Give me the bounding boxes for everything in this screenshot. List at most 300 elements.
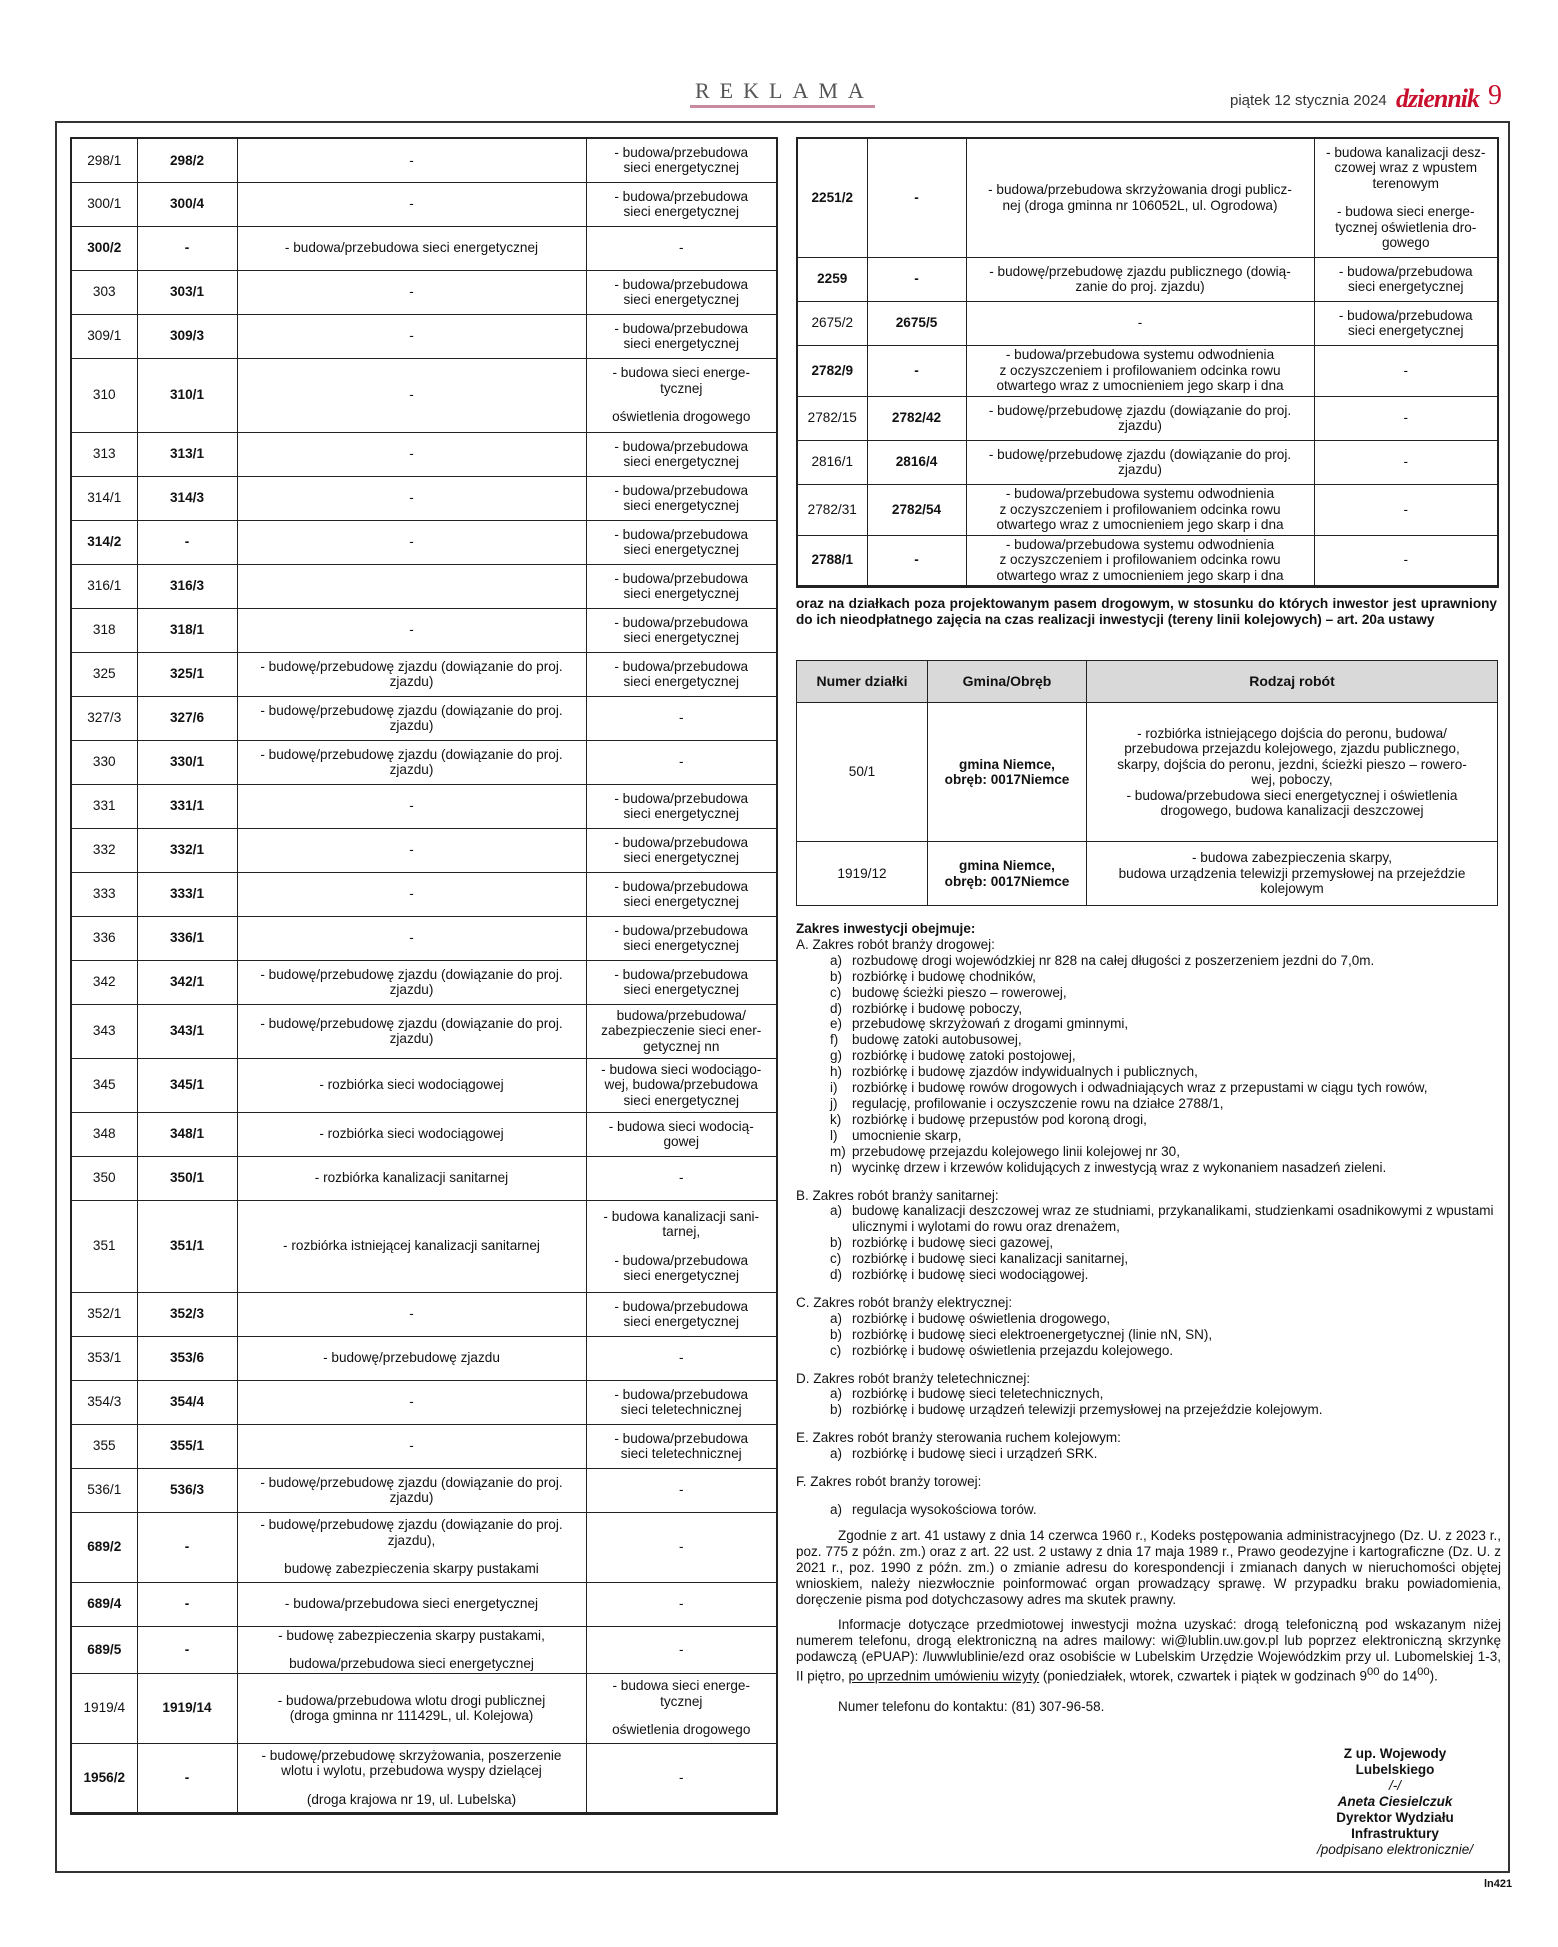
cell-line: -	[409, 1438, 414, 1454]
road-works	[966, 535, 1314, 586]
old-parcel-number: 1956/2	[71, 1743, 137, 1813]
list-item-text: rozbiórkę i budowę oświetlenia przejazdu kolejowego.	[852, 1342, 1174, 1358]
cell-line: -	[678, 754, 684, 770]
cell-line: - budowa/przebudowa	[614, 482, 749, 498]
list-item-text: rozbiórkę i budowę sieci gazowej,	[852, 1235, 1054, 1251]
cell-line: sieci energetycznej	[623, 982, 740, 997]
cell-line: -	[409, 886, 414, 902]
list-item-letter: l)	[830, 1127, 838, 1143]
cell-line: zjazdu)	[389, 762, 434, 777]
utility-works	[586, 138, 777, 182]
cell-line: -	[678, 1641, 684, 1657]
cell-line: -	[678, 1482, 684, 1498]
old-parcel-number: 2251/2	[797, 138, 867, 257]
list-item	[830, 1502, 1501, 1518]
utility-works	[586, 1424, 777, 1468]
new-parcel-number: 355/1	[137, 1424, 237, 1468]
list-item	[830, 1251, 1501, 1267]
cell-line: -	[409, 328, 414, 344]
cell-line: tycznej	[660, 1693, 703, 1709]
utility-works	[586, 564, 777, 608]
contact-text: Informacje dotyczące przedmiotowej inwestycji można uzyskać: drogą telefoniczną pod wskazanym niżej numerem telefonu, drogą elektroniczną na adres mailowy: wi@lublin.uw.gov.pl lub poprzez elektroniczną skrzynkę podawczą (ePUAP): /luwwlublinie/ezd oraz osobiście w Lubelskim Urzędzie Wojewódzkim przy ul. Lubomelskiej 1-3, II piętro,	[796, 1617, 1501, 1684]
list-item	[830, 953, 1501, 969]
new-parcel-number: -	[137, 226, 237, 270]
cell-line: - budowę/przebudowę zjazdu	[323, 1350, 500, 1366]
cell-line	[1319, 191, 1494, 204]
cell-line: zjazdu)	[389, 674, 434, 689]
new-parcel-number: 318/1	[137, 608, 237, 652]
cell-line: - budowę/przebudowę zjazdu publicznego (dowią-	[989, 263, 1291, 279]
cell-line: terenowym	[1372, 175, 1439, 191]
road-works	[237, 476, 586, 520]
list-item	[830, 1267, 1501, 1283]
table-row	[71, 1424, 777, 1468]
old-parcel-number: 336	[71, 916, 137, 960]
table-row	[71, 1112, 777, 1156]
new-parcel-number: -	[137, 1582, 237, 1626]
page-number: 9	[1488, 80, 1502, 111]
old-parcel-number: 298/1	[71, 138, 137, 182]
cell-line: gowej	[663, 1134, 700, 1149]
cell-line: kolejowym	[1260, 881, 1324, 897]
road-works	[237, 1200, 586, 1292]
cell-line: - budowa/przebudowa systemu odwodnienia	[1005, 347, 1275, 363]
cell-line: -	[409, 622, 414, 638]
cell-line: - budowę/przebudowę zjazdu (dowiązanie do proj.	[988, 402, 1292, 418]
utility-works	[1314, 535, 1498, 586]
list-item-letter: h)	[830, 1064, 843, 1080]
old-parcel-number: 2259	[797, 257, 867, 301]
utility-works	[586, 1336, 777, 1380]
list-item-text: rozbiórkę i budowę urządzeń telewizji przemysłowej na przejeździe kolejowym.	[852, 1402, 1323, 1418]
cell-line: czowej wraz z wpustem	[1334, 160, 1478, 176]
list-item-letter: a)	[830, 1502, 843, 1517]
list-item-letter: k)	[830, 1111, 842, 1127]
list-item-text: rozbiórkę i budowę przepustów pod koroną drogi,	[852, 1111, 1147, 1127]
utility-works	[1314, 396, 1498, 440]
old-parcel-number: 316/1	[71, 564, 137, 608]
old-parcel-number: 342	[71, 960, 137, 1004]
list-item-letter: b)	[830, 968, 843, 984]
contact-paragraph	[796, 1617, 1501, 1684]
cell-line: - budowa/przebudowa	[614, 144, 749, 160]
old-parcel-number: 2816/1	[797, 440, 867, 484]
cell-line: -	[678, 240, 684, 256]
ad-code: ln421	[1484, 1878, 1513, 1890]
utility-works	[586, 1673, 777, 1743]
road-works	[966, 301, 1314, 345]
signatory-role2: Infrastruktury	[1351, 1826, 1439, 1841]
new-parcel-number: 333/1	[137, 872, 237, 916]
utility-works	[586, 1512, 777, 1582]
cell-line: - budowa sieci energe-	[1336, 204, 1475, 220]
table-row	[71, 828, 777, 872]
cell-line: otwartego wraz z umocnieniem jego skarp i dna	[996, 378, 1284, 394]
cell-line: - budowa kanalizacji desz-	[1326, 144, 1486, 160]
cell-line: - budowa/przebudowa	[614, 526, 749, 542]
cell-line: - budowę/przebudowę zjazdu (dowiązanie do proj.	[260, 1015, 563, 1031]
cell-line: -	[678, 710, 684, 726]
cell-line: zjazdu)	[389, 1031, 434, 1046]
cell-line: wej, budowa/przebudowa	[604, 1077, 758, 1093]
cell-line: - budowę/przebudowę zjazdu (dowiązanie do proj.	[260, 966, 563, 982]
road-works	[966, 440, 1314, 484]
cell-line: przebudowa przejazdu kolejowego, zjazdu publicznego,	[1124, 741, 1460, 756]
utility-works	[586, 314, 777, 358]
list-item	[830, 969, 1501, 985]
old-parcel-number: 330	[71, 740, 137, 784]
cell-line: -	[409, 1306, 414, 1322]
old-parcel-number: 300/2	[71, 226, 137, 270]
road-works	[966, 396, 1314, 440]
cell-line: budowa/przebudowa sieci energetycznej	[289, 1656, 534, 1671]
road-works	[237, 1058, 586, 1112]
scope-section-heading: E. Zakres robót branży sterowania ruchem kolejowym:	[796, 1430, 1121, 1446]
scope-section-heading: B. Zakres robót branży sanitarnej:	[796, 1187, 999, 1203]
cell-line: sieci energetycznej	[623, 1092, 740, 1108]
road-works	[237, 872, 586, 916]
table-row	[71, 1336, 777, 1380]
table-row	[71, 784, 777, 828]
road-works	[237, 1380, 586, 1424]
old-parcel-number: 327/3	[71, 696, 137, 740]
cell-line: -	[409, 798, 414, 814]
cell-line: - budowę/przebudowę zjazdu (dowiązanie do proj.	[260, 658, 563, 674]
old-parcel-number: 2788/1	[797, 535, 867, 586]
cell-line: (droga gminna nr 111429L, ul. Kolejowa)	[289, 1708, 534, 1723]
table-row	[71, 1468, 777, 1512]
cell-line: -	[1403, 410, 1409, 426]
cell-line: sieci energetycznej	[623, 1314, 740, 1329]
cell-line: - budowa/przebudowa	[614, 1386, 749, 1402]
cell-line: - budowę/przebudowę zjazdu (dowiązanie do proj.	[260, 746, 563, 762]
new-parcel-number: 342/1	[137, 960, 237, 1004]
cell-line: tycznej	[660, 380, 703, 396]
contact-hours: (poniedziałek, wtorek, czwartek i piątek w godzinach 9	[1039, 1668, 1368, 1684]
new-parcel-number: 353/6	[137, 1336, 237, 1380]
list-item-letter: d)	[830, 1267, 843, 1283]
cell-line	[591, 396, 773, 409]
table-row	[797, 440, 1498, 484]
list-item	[830, 985, 1501, 1001]
utility-works	[586, 1058, 777, 1112]
signature-note: /podpisano elektronicznie/	[1316, 1842, 1474, 1857]
utility-works	[586, 784, 777, 828]
road-works	[237, 696, 586, 740]
list-item-text: rozbiórkę i budowę chodników,	[852, 968, 1036, 984]
table-row	[797, 484, 1498, 535]
new-parcel-number: 316/3	[137, 564, 237, 608]
old-parcel-number: 350	[71, 1156, 137, 1200]
road-works	[966, 138, 1314, 257]
signatory-role1: Dyrektor Wydziału	[1336, 1810, 1454, 1825]
utility-works	[586, 696, 777, 740]
new-parcel-number: 336/1	[137, 916, 237, 960]
list-item-letter: g)	[830, 1048, 843, 1064]
old-parcel-number: 689/2	[71, 1512, 137, 1582]
old-parcel-number: 333	[71, 872, 137, 916]
list-item	[830, 1016, 1501, 1032]
utility-works	[586, 1582, 777, 1626]
cell-line: -	[1403, 454, 1409, 470]
plot-number: 50/1	[797, 703, 928, 842]
road-works	[966, 257, 1314, 301]
new-parcel-number: 348/1	[137, 1112, 237, 1156]
list-item-letter: c)	[830, 984, 842, 1000]
list-item-letter: c)	[830, 1342, 842, 1358]
cell-line: zjazdu)	[389, 718, 434, 733]
header-plot-number: Numer działki	[797, 661, 928, 703]
table-row	[71, 1292, 777, 1336]
road-works	[237, 226, 586, 270]
old-parcel-number: 314/1	[71, 476, 137, 520]
list-item-text: budowę ścieżki pieszo – rowerowej,	[852, 984, 1067, 1000]
road-works	[966, 484, 1314, 535]
cell-line: - budowa/przebudowa sieci energetycznej	[284, 240, 539, 256]
list-item-letter: a)	[830, 952, 843, 968]
road-works	[237, 358, 586, 432]
list-item	[830, 1001, 1501, 1017]
cell-line: - budowa/przebudowa systemu odwodnienia	[1005, 536, 1275, 552]
cell-line: - budowę/przebudowę zjazdu (dowiązanie do proj.	[988, 446, 1292, 462]
road-works	[237, 1424, 586, 1468]
cell-line: sieci energetycznej	[623, 938, 740, 953]
contact-hours-to: do 14	[1379, 1668, 1418, 1684]
cell-line: drogowego, budowa kanalizacji deszczowej	[1160, 803, 1424, 818]
list-item	[830, 1096, 1501, 1112]
cell-line: sieci energetycznej	[623, 498, 740, 513]
utility-works	[586, 520, 777, 564]
list-item-text: umocnienie skarp,	[852, 1127, 962, 1143]
cell-line: oświetlenia drogowego	[612, 409, 751, 425]
cell-line: sieci energetycznej	[1347, 279, 1464, 294]
new-parcel-number: 351/1	[137, 1200, 237, 1292]
old-parcel-number: 353/1	[71, 1336, 137, 1380]
road-works	[237, 652, 586, 696]
new-parcel-number: 2675/5	[867, 301, 966, 345]
cell-line: sieci energetycznej	[623, 542, 740, 557]
road-works	[237, 740, 586, 784]
contact-phone: Numer telefonu do kontaktu: (81) 307-96-58.	[838, 1698, 1105, 1714]
list-item	[830, 1402, 1501, 1418]
new-parcel-number: 300/4	[137, 182, 237, 226]
cell-line: sieci energetycznej	[623, 204, 740, 219]
scope-section	[796, 1474, 1501, 1518]
cell-line: obręb: 0017Niemce	[944, 873, 1070, 889]
cell-line: sieci teletechnicznej	[620, 1446, 742, 1461]
old-parcel-number: 1919/4	[71, 1673, 137, 1743]
cell-line: -	[409, 196, 414, 212]
cell-line: - budowa/przebudowa	[1338, 263, 1473, 279]
cell-line: zjazdu)	[389, 1490, 434, 1505]
list-item-text: rozbiórkę i budowę sieci elektroenergetycznej (linie nN, SN),	[852, 1326, 1213, 1342]
scope-sections	[796, 937, 1501, 1518]
cell-line: -	[678, 1170, 684, 1186]
cell-line: zjazdu)	[1118, 462, 1162, 477]
road-works	[237, 1512, 586, 1582]
list-item-letter: b)	[830, 1326, 843, 1342]
table-row	[71, 520, 777, 564]
utility-works	[1314, 484, 1498, 535]
cell-line: -	[409, 446, 414, 462]
list-item-letter: m)	[830, 1143, 846, 1159]
old-parcel-number: 351	[71, 1200, 137, 1292]
table-row	[797, 535, 1498, 586]
list-item-text: rozbiórkę i budowę zatoki postojowej,	[852, 1048, 1076, 1064]
table-row	[71, 916, 777, 960]
list-item	[830, 1160, 1501, 1176]
cell-line: - budowa/przebudowa skrzyżowania drogi publicz-	[988, 182, 1292, 198]
cell-line: zanie do proj. zjazdu)	[1075, 279, 1205, 294]
list-item-letter: a)	[830, 1386, 843, 1402]
table-row	[71, 358, 777, 432]
utility-works	[586, 1112, 777, 1156]
road-works	[237, 520, 586, 564]
cell-line: sieci energetycznej	[623, 630, 740, 645]
cell-line: budowę zabezpieczenia skarpy pustakami	[284, 1561, 539, 1577]
list-item	[830, 1311, 1501, 1327]
cell-line: -	[678, 1769, 684, 1785]
new-parcel-number: -	[867, 345, 966, 396]
table-row	[71, 182, 777, 226]
utility-works	[586, 226, 777, 270]
cell-line: -	[409, 1394, 414, 1410]
cell-line: sieci energetycznej	[623, 850, 740, 865]
table-row	[71, 740, 777, 784]
cell-line: - budowa/przebudowa	[614, 1252, 749, 1268]
scope-section-heading: D. Zakres robót branży teletechnicznej:	[796, 1370, 1031, 1386]
list-item-letter: d)	[830, 1000, 843, 1016]
list-item	[830, 1112, 1501, 1128]
road-works	[237, 784, 586, 828]
old-parcel-number: 318	[71, 608, 137, 652]
list-item-text: regulację, profilowanie i oczyszczenie rowu na działce 2788/1,	[852, 1095, 1224, 1111]
table-row	[71, 1058, 777, 1112]
cell-line: - budowa/przebudowa	[614, 966, 749, 982]
cell-line: sieci energetycznej	[623, 586, 740, 601]
list-item	[830, 1343, 1501, 1359]
new-parcel-number: 343/1	[137, 1004, 237, 1058]
list-item-letter: e)	[830, 1016, 843, 1032]
utility-works	[586, 1004, 777, 1058]
scope-section	[796, 1371, 1501, 1419]
cell-line: -	[409, 152, 414, 168]
cell-line: sieci energetycznej	[623, 292, 740, 307]
new-parcel-number: 331/1	[137, 784, 237, 828]
list-item	[830, 1128, 1501, 1144]
cell-line: zabezpieczenie sieci ener-	[601, 1023, 762, 1039]
road-works	[237, 916, 586, 960]
new-parcel-number: 327/6	[137, 696, 237, 740]
cell-line: - budowa sieci energe-	[612, 365, 751, 381]
new-parcel-number: 314/3	[137, 476, 237, 520]
list-item-text: rozbiórkę i budowę oświetlenia drogowego,	[852, 1310, 1111, 1326]
list-item-letter: a)	[830, 1446, 843, 1462]
old-parcel-number: 332	[71, 828, 137, 872]
road-works	[237, 1673, 586, 1743]
new-parcel-number: 352/3	[137, 1292, 237, 1336]
old-parcel-number: 345	[71, 1058, 137, 1112]
cell-line: sieci energetycznej	[623, 1268, 740, 1283]
cell-line	[591, 1709, 773, 1722]
table-row	[71, 564, 777, 608]
cell-line: -	[409, 387, 414, 403]
list-item	[830, 1080, 1501, 1096]
investment-scope	[796, 921, 1501, 1714]
cell-line: sieci teletechnicznej	[620, 1402, 742, 1417]
cell-line: sieci energetycznej	[623, 674, 740, 689]
table-row	[71, 1743, 777, 1813]
cell-line: -	[1403, 501, 1409, 517]
table-row	[797, 257, 1498, 301]
list-item-text: rozbiórkę i budowę rowów drogowych i odwadniających wraz z przepustami w ciągu tych rowów,	[852, 1080, 1428, 1096]
road-works	[237, 314, 586, 358]
cell-line: tarnej,	[662, 1224, 701, 1239]
cell-line: - budowa/przebudowa	[614, 1430, 749, 1446]
list-item-letter: c)	[830, 1251, 842, 1267]
railway-land-note: oraz na działkach poza projektowanym pasem drogowym, w stosunku do których inwestor jest uprawniony do ich nieodpłatnego zajęcia na czas realizacji inwestycji (tereny linii kolejowych) – art. 20a ustawy	[796, 596, 1497, 627]
utility-works	[586, 1626, 777, 1673]
old-parcel-number: 536/1	[71, 1468, 137, 1512]
signature-mark: /-/	[1389, 1778, 1401, 1793]
header-works: Rodzaj robót	[1087, 661, 1498, 703]
cell-line: budowa urządzenia telewizji przemysłowej na przejeździe	[1118, 865, 1466, 881]
cell-line: - budowa kanalizacji sani-	[603, 1208, 760, 1224]
list-item-letter: j)	[830, 1095, 838, 1111]
signature-block	[1290, 1746, 1500, 1858]
cell-line: - budowę/przebudowę zjazdu (dowiązanie do proj.	[260, 702, 563, 718]
table-row	[71, 696, 777, 740]
appointment-note: po uprzednim umówieniu wizyty	[848, 1668, 1040, 1684]
cell-line: - budowa/przebudowa	[614, 790, 749, 806]
table-row	[71, 270, 777, 314]
old-parcel-number: 331	[71, 784, 137, 828]
list-item-letter: n)	[830, 1159, 843, 1175]
plot-works	[1087, 703, 1498, 842]
left-parcel-table	[70, 137, 778, 1815]
new-parcel-number: -	[137, 1512, 237, 1582]
cell-line: zjazdu),	[387, 1532, 436, 1548]
utility-works	[586, 476, 777, 520]
list-item	[830, 1490, 1501, 1502]
cell-line: - budowa/przebudowa wlotu drogi publicznej	[277, 1692, 546, 1708]
signature-line2: Lubelskiego	[1355, 1762, 1435, 1777]
plot-commune	[928, 703, 1087, 842]
cell-line: gmina Niemce,	[959, 756, 1055, 772]
old-parcel-number: 313	[71, 432, 137, 476]
new-parcel-number: 2816/4	[867, 440, 966, 484]
cell-line: - budowę zabezpieczenia skarpy pustakami,	[278, 1627, 545, 1643]
list-item-text: regulacja wysokościowa torów.	[852, 1502, 1037, 1517]
cell-line: - budowa/przebudowa	[614, 570, 749, 586]
old-parcel-number: 689/4	[71, 1582, 137, 1626]
cell-line: - budowa/przebudowa	[614, 320, 749, 336]
table-row	[71, 1582, 777, 1626]
section-underline	[690, 105, 875, 108]
cell-line: sieci energetycznej	[623, 894, 740, 909]
old-parcel-number: 2782/9	[797, 345, 867, 396]
list-item-letter: i)	[830, 1080, 838, 1096]
old-parcel-number: 343	[71, 1004, 137, 1058]
utility-works	[1314, 138, 1498, 257]
cell-line: - budowa/przebudowa	[614, 658, 749, 674]
utility-works	[586, 182, 777, 226]
cell-line: -	[678, 1596, 684, 1612]
cell-line: budowa/przebudowa/	[616, 1007, 746, 1023]
new-parcel-number: 2782/54	[867, 484, 966, 535]
old-parcel-number: 355	[71, 1424, 137, 1468]
list-item-text: rozbiórkę i budowę sieci i urządzeń SRK.	[852, 1446, 1098, 1462]
